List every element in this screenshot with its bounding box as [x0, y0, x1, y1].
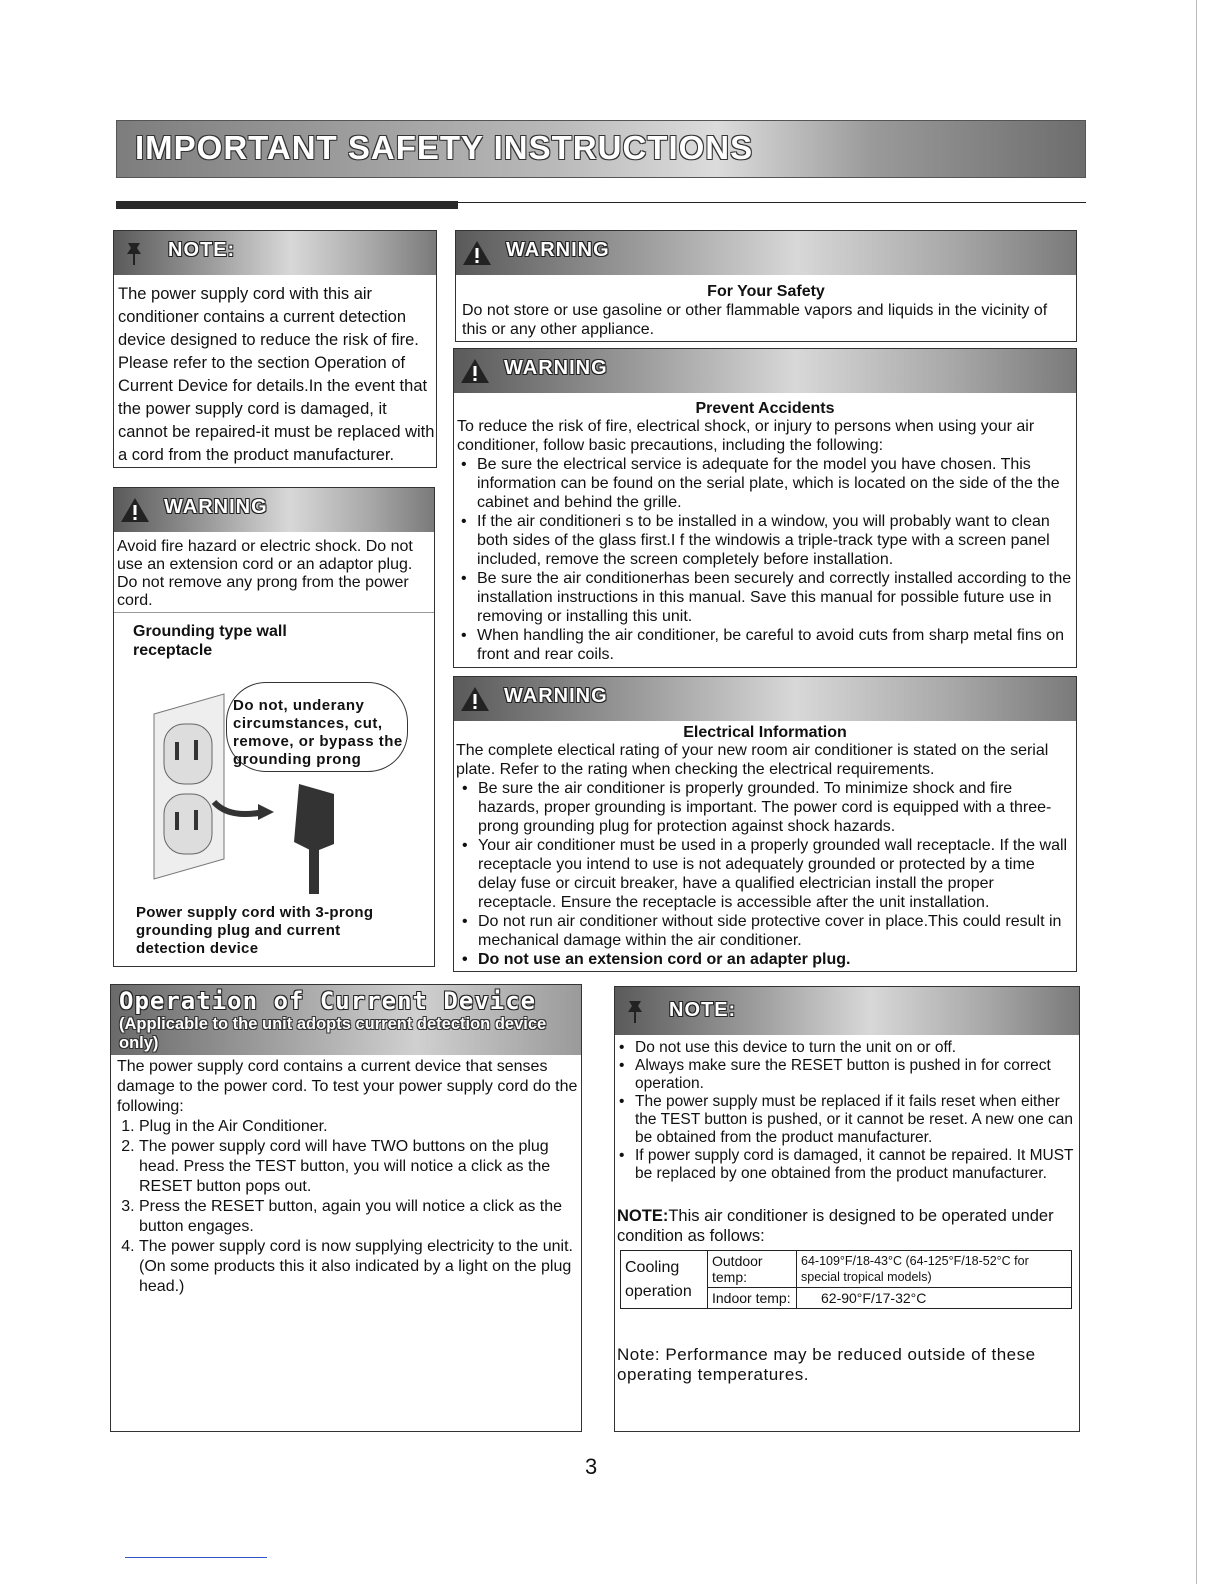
warning-triangle-icon — [460, 685, 490, 713]
pushpin-icon — [120, 239, 150, 267]
warning-safety-box — [455, 230, 1077, 342]
table-row — [621, 1251, 1072, 1288]
title-banner — [116, 120, 1086, 178]
warning-triangle-icon — [460, 357, 490, 385]
accidents-list — [457, 455, 1075, 664]
list-item: 3. Press the RESET button, again you will notice a click as the button engages. — [139, 1197, 581, 1237]
list-item: • Do not run air conditioner without side protective cover in place.This could result in mechanical damage within the air conditioner. — [478, 912, 1076, 950]
note-bottom-list — [619, 1039, 1075, 1183]
list-item: • Your air conditioner must be used in a properly grounded wall receptacle. If the wall receptacle you intend to use is not adequately grounded or protected by a time delay fuse or circuit breaker, have a qualified electrician install the proper receptacle. Ensure the receptacle is accessible after the unit installation. — [478, 836, 1076, 912]
note-top-header — [114, 231, 436, 275]
warning-accidents-header — [454, 349, 1076, 393]
table-cell-row-label: Cooling operation — [621, 1251, 708, 1309]
operation-body — [117, 1057, 581, 1297]
warning-accidents-box — [453, 348, 1077, 668]
accidents-body — [457, 417, 1075, 664]
list-item: • If power supply cord is damaged, it cannot be repaired. It MUST be replaced by one obtained from the product manufacturer. — [635, 1147, 1075, 1183]
list-item: • Be sure the electrical service is adequate for the model you have chosen. This information can be found on the serial plate, which is located on the side of the the cabinet and behind the grille. — [477, 455, 1075, 512]
table-cell-outdoor-value: 64-109°F/18-43°C (64-125°F/18-52°C for special tropical models) — [797, 1251, 1072, 1288]
grounding-label: Grounding type wall receptacle — [133, 623, 287, 659]
safety-heading: For Your Safety — [707, 283, 825, 300]
warning-triangle-icon — [462, 239, 492, 267]
divider — [114, 612, 434, 613]
electrical-heading: Electrical Information — [683, 724, 847, 741]
accidents-heading: Prevent Accidents — [695, 400, 835, 417]
conditions-table — [620, 1250, 1072, 1309]
electrical-body — [456, 741, 1076, 969]
note-label: NOTE: — [168, 239, 236, 261]
page-title: IMPORTANT SAFETY INSTRUCTIONS — [135, 129, 754, 166]
list-item: • Be sure the air conditionerhas been securely and correctly installed according to the installation instructions in this manual. Save this manual for possible future use in removing or installing this unit. — [477, 569, 1075, 626]
list-item: 4. The power supply cord is now supplying electricity to the unit. (On some products this it also indicated by a light on the plug head.) — [139, 1237, 581, 1297]
list-item: • Be sure the air conditioner is properly grounded. To minimize shock and fire hazards, proper grounding is important. The power cord is equipped with a three-prong grounding plug for protection against shock hazards. — [478, 779, 1076, 836]
note-prefix: NOTE: — [617, 1207, 669, 1225]
warning-left-header — [114, 488, 434, 532]
note-bottom-body — [619, 1039, 1075, 1183]
table-cell-indoor-value: 62-90°F/17-32°C — [797, 1288, 1072, 1309]
warning-safety-header — [456, 231, 1076, 275]
warning-electrical-header — [454, 677, 1076, 721]
note-label: NOTE: — [669, 999, 737, 1021]
electrical-intro: The complete electical rating of your new room air conditioner is stated on the serial plate. Refer to the rating when checking the electrical requirements. — [456, 742, 1049, 778]
list-item: • If the air conditioneri s to be installed in a window, you will probably want to clean both sides of the glass first.I f the windowis a triple-track type with a screen panel included, remove the screen completely before installation. — [477, 512, 1075, 569]
note-bottom-box — [614, 986, 1080, 1432]
callout-text: Do not, underany circumstances, cut, remove, or bypass the grounding prong — [233, 697, 403, 768]
note-bottom-header — [615, 987, 1079, 1035]
warning-triangle-icon — [120, 496, 150, 524]
operation-header — [111, 985, 581, 1055]
list-item: • The power supply must be replaced if it fails reset when either the TEST button is pushed, or it cannot be reset. A new one can be obtained from the product manufacturer. — [635, 1093, 1075, 1147]
electrical-list — [456, 779, 1076, 969]
bottom-rule — [125, 1557, 267, 1558]
note-operating-conditions — [617, 1206, 1075, 1246]
page-number: 3 — [585, 1454, 598, 1479]
operation-intro: The power supply cord contains a current device that senses damage to the power cord. To test your power supply cord do the following: — [117, 1058, 578, 1115]
operation-box — [110, 984, 582, 1432]
list-item: • Always make sure the RESET button is pushed in for correct operation. — [635, 1057, 1075, 1093]
list-item: • Do not use this device to turn the unit on or off. — [635, 1039, 1075, 1057]
operation-title: Operation of Current Device — [119, 987, 537, 1015]
cord-label: Power supply cord with 3-prong grounding plug and current detection device — [136, 904, 374, 957]
list-item: 1. Plug in the Air Conditioner. — [139, 1117, 581, 1137]
operation-steps — [113, 1117, 581, 1297]
divider-thick — [116, 201, 458, 209]
list-item: 2. The power supply cord will have TWO buttons on the plug head. Press the TEST button, you will notice a click as the RESET button pops out. — [139, 1137, 581, 1197]
accidents-intro: To reduce the risk of fire, electrical shock, or injury to persons when using your air conditioner, follow basic precautions, including the following: — [457, 418, 1035, 454]
warning-label: WARNING — [506, 239, 610, 261]
list-item: • When handling the air conditioner, be careful to avoid cuts from sharp metal fins on front and rear coils. — [477, 626, 1075, 664]
warning-label: WARNING — [504, 685, 608, 707]
warning-label: WARNING — [504, 357, 608, 379]
safety-text: Do not store or use gasoline or other flammable vapors and liquids in the vicinity of this or any other appliance. — [462, 302, 1048, 338]
operation-subtitle: (Applicable to the unit adopts current detection device only) — [119, 1015, 547, 1052]
edge-line — [1196, 0, 1197, 1584]
note-top-box — [113, 230, 437, 468]
warning-label: WARNING — [164, 496, 268, 518]
note-text: This air conditioner is designed to be operated under condition as follows: — [617, 1207, 1054, 1245]
pushpin-icon — [621, 997, 651, 1025]
warning-left-text: Avoid fire hazard or electric shock. Do not use an extension cord or an adaptor plug. Do not remove any prong from the power cord. — [117, 538, 413, 609]
table-cell-outdoor-label: Outdoor temp: — [708, 1251, 797, 1288]
performance-note: Note: Performance may be reduced outside of these operating temperatures. — [617, 1345, 1036, 1384]
callout-bubble — [226, 682, 408, 772]
table-cell-indoor-label: Indoor temp: — [708, 1288, 797, 1309]
note-top-text: The power supply cord with this air conditioner contains a current detection device designed to reduce the risk of fire. Please refer to the section Operation of Current Device for details.In the event that the power supply cord is damaged, it cannot be repaired-it must be replaced with a cord from the product manufacturer. — [118, 285, 435, 464]
warning-electrical-box — [453, 676, 1077, 972]
warning-left-box — [113, 487, 435, 967]
list-item-bold: • Do not use an extension cord or an adapter plug. — [478, 950, 1076, 969]
